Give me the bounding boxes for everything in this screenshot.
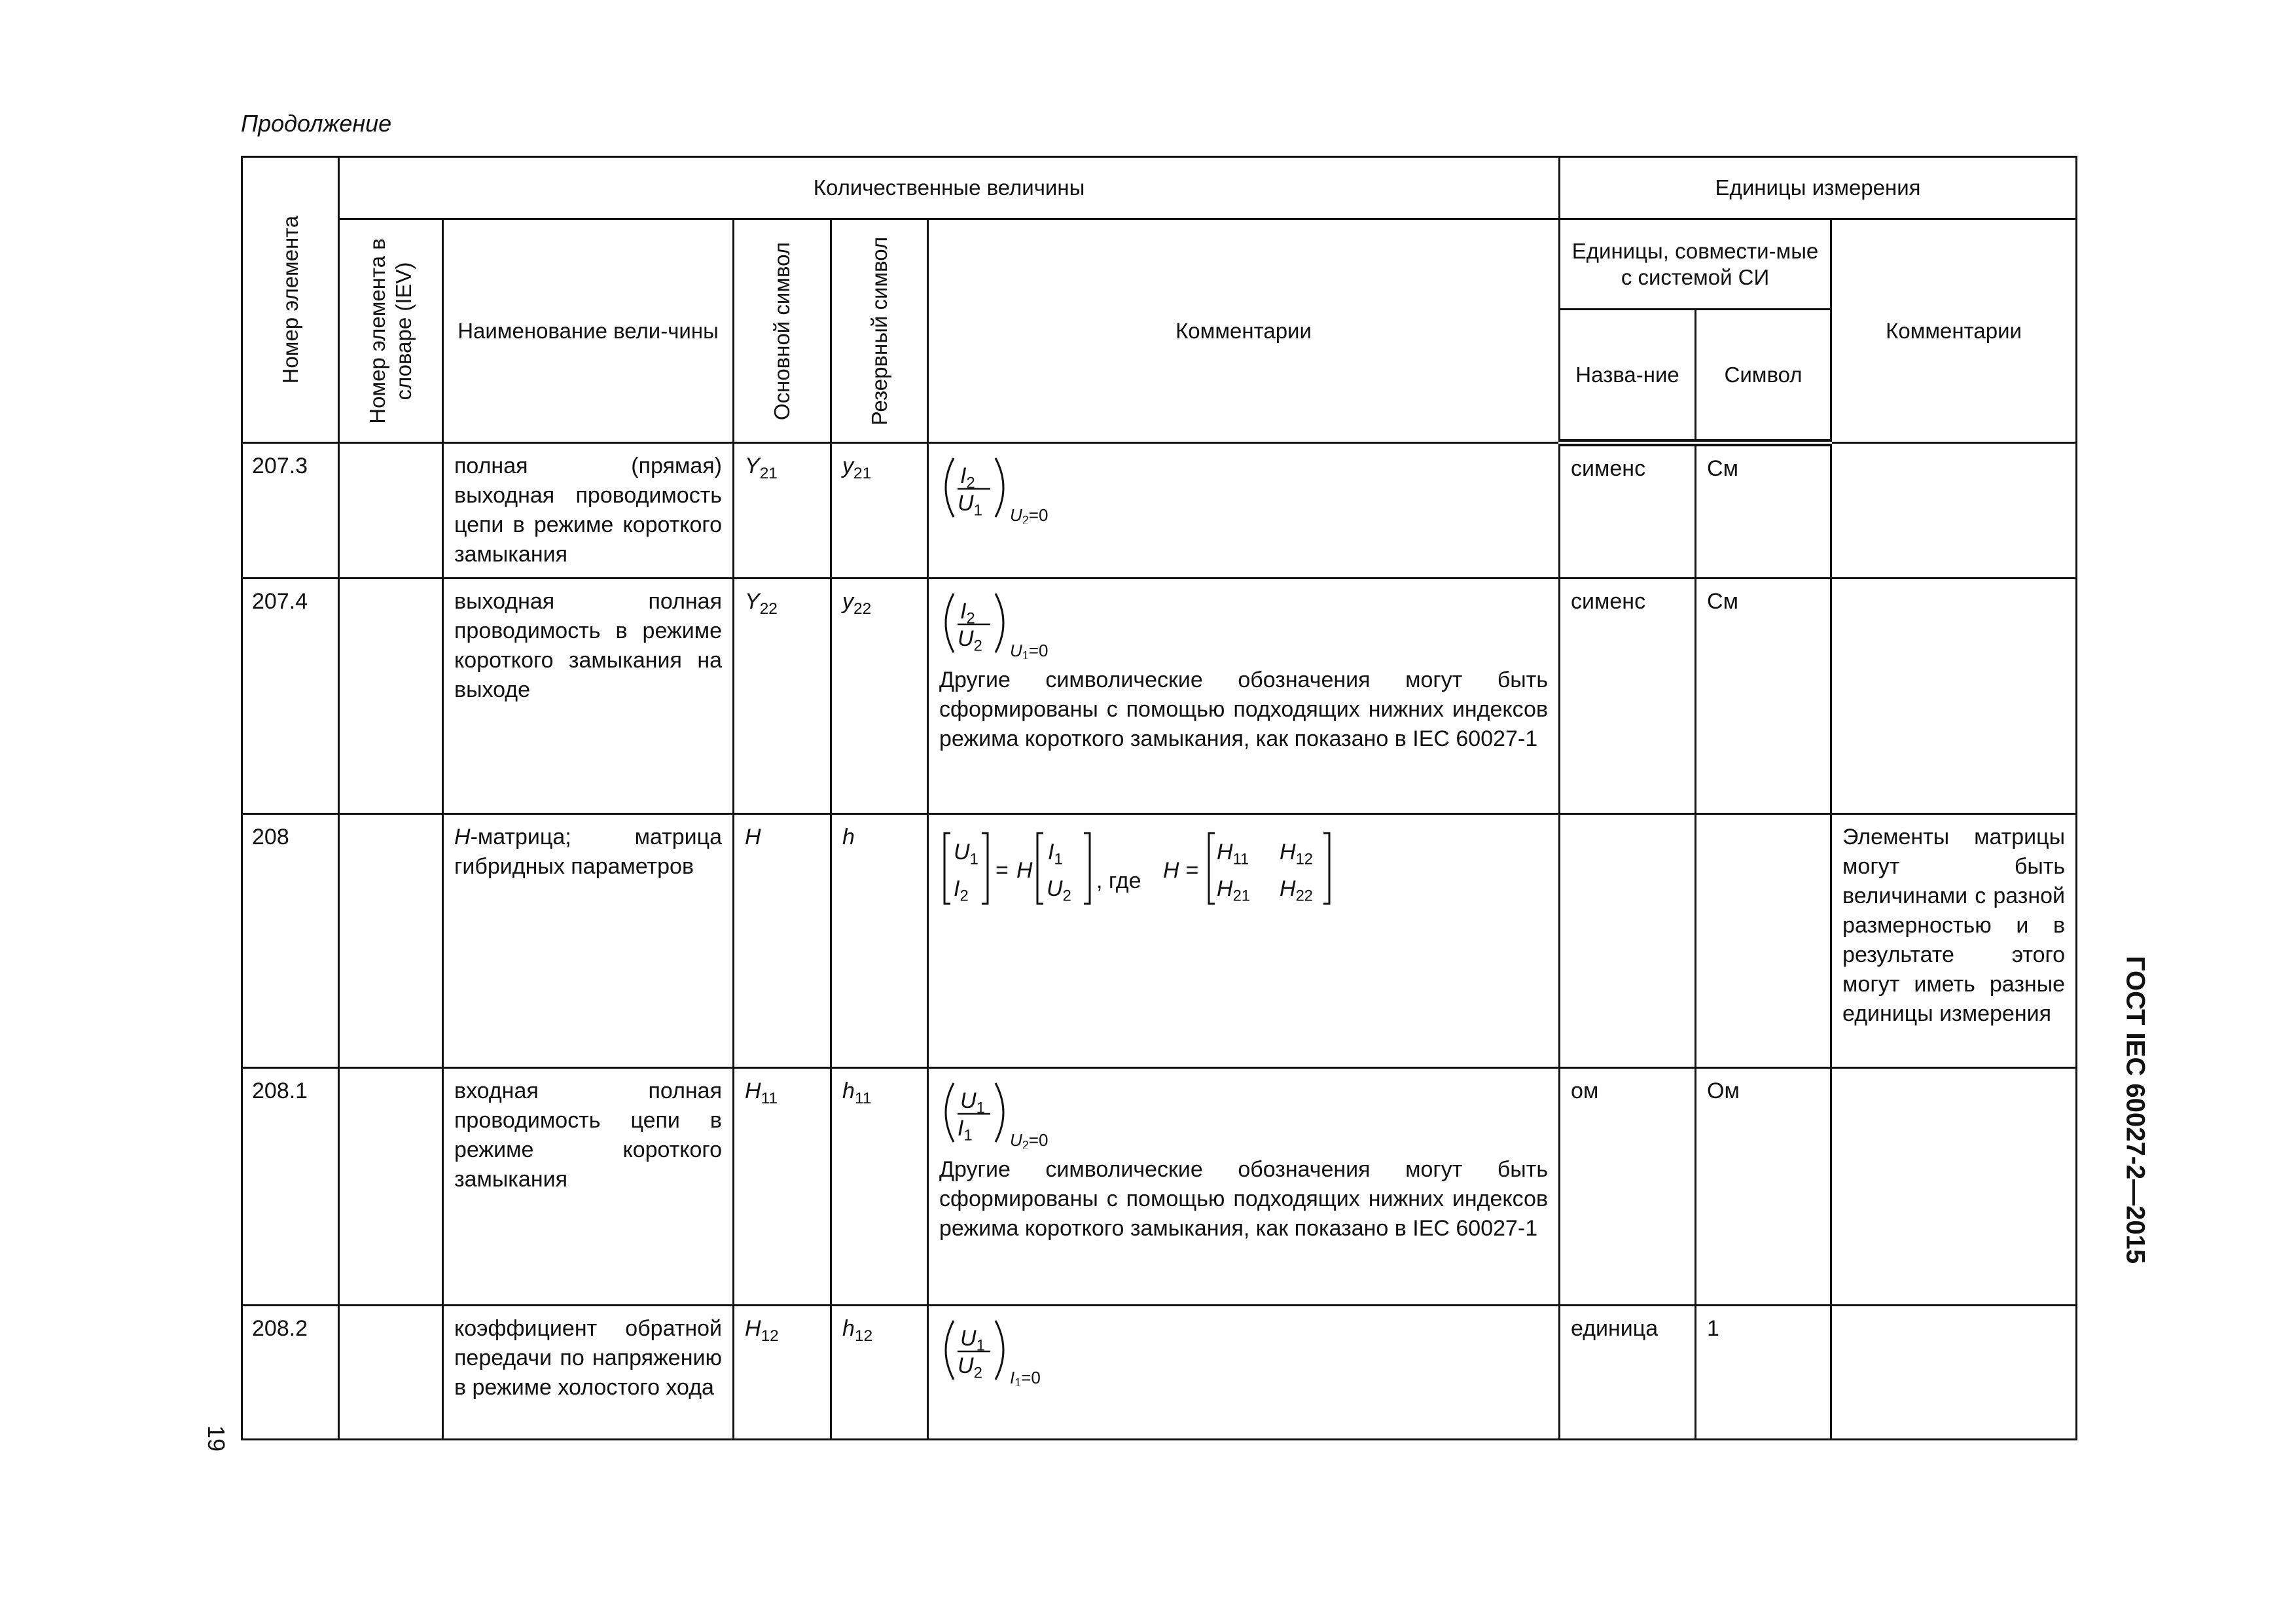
iev-number [339, 443, 443, 579]
table-row [242, 1068, 2077, 1306]
header-base-symbol: Основной символ [734, 219, 831, 443]
unit-comment [1831, 1306, 2077, 1440]
iev-number [339, 814, 443, 1068]
matrix-formula [939, 823, 1358, 908]
header-unit-name: Назва-ние [1560, 310, 1696, 443]
base-symbol: $H_{11}$ [734, 1068, 831, 1306]
comment-note: Другие символические обозначения могут быть сформированы с помощью подходящих нижних индексов режима короткого замыкания, как показано в IEC 60027-1 [939, 1157, 1549, 1241]
fraction-denominator: $I_1$ [958, 1116, 973, 1145]
table-row [242, 579, 2077, 814]
unit-comment [1831, 1068, 2077, 1306]
item-number: 208.1 [242, 1068, 339, 1306]
unit-symbol: 1 [1696, 1306, 1831, 1440]
reserve-symbol: $y_{21}$ [831, 443, 928, 579]
unit-name: сименс [1560, 443, 1696, 579]
table-body [242, 443, 2077, 1440]
unit-symbol [1696, 814, 1831, 1068]
fraction-formula [939, 1077, 1070, 1149]
header-quantities: Количественные величины [339, 157, 1560, 219]
fraction-condition: U2=0 [1010, 505, 1049, 524]
matrix-rhs-bottom: $U_2$ [1047, 876, 1071, 905]
header-si-units: Единицы, совмести-мые с системой СИ [1560, 219, 1831, 310]
header-comments: Комментарии [928, 219, 1560, 443]
unit-symbol: Ом [1696, 1068, 1831, 1306]
fraction-numerator: $I_2$ [960, 463, 975, 492]
table-row [242, 1306, 2077, 1440]
quantity-name: H-матрица; матрица гибридных параметров [443, 814, 734, 1068]
fraction-condition: I1=0 [1010, 1368, 1041, 1386]
fraction-numerator: $U_1$ [960, 1326, 985, 1355]
base-symbol: $H_{12}$ [734, 1306, 831, 1440]
matrix-equals: = [996, 858, 1009, 883]
iev-number [339, 1068, 443, 1306]
quantity-name: полная (прямая) выходная проводимость цепи в режиме короткого замыкания [443, 443, 734, 579]
iev-number [339, 1306, 443, 1440]
table-row [242, 814, 2077, 1068]
reserve-symbol: $h_{11}$ [831, 1068, 928, 1306]
unit-symbol: См [1696, 443, 1831, 579]
unit-symbol: См [1696, 579, 1831, 814]
fraction-formula [939, 1314, 1070, 1386]
continuation-label: Продолжение [241, 110, 392, 137]
base-symbol: $Y_{22}$ [734, 579, 831, 814]
unit-name: сименс [1560, 579, 1696, 814]
fraction-condition: U1=0 [1010, 641, 1049, 659]
matrix-lhs-top: $U_1$ [954, 840, 978, 868]
item-number: 208 [242, 814, 339, 1068]
base-symbol: H [734, 814, 831, 1068]
matrix-entry: $H_{11}$ [1217, 840, 1249, 868]
fraction-condition: U2=0 [1010, 1130, 1049, 1149]
unit-comment: Элементы матрицы могут быть величинами с разной размерностью и в результате этого могут иметь разные единицы измерения [1831, 814, 2077, 1068]
matrix-lhs-bottom: $I_2$ [954, 876, 969, 905]
base-symbol: $Y_{21}$ [734, 443, 831, 579]
unit-comment [1831, 443, 2077, 579]
comment-note: Другие символические обозначения могут быть сформированы с помощью подходящих нижних индексов режима короткого замыкания, как показано в IEC 60027-1 [939, 668, 1549, 751]
unit-comment [1831, 579, 2077, 814]
reserve-symbol: $h_{12}$ [831, 1306, 928, 1440]
reserve-symbol: h [831, 814, 928, 1068]
matrix-entry: $H_{22}$ [1280, 876, 1314, 905]
quantity-comment [928, 1306, 1560, 1440]
table-row [242, 443, 2077, 579]
fraction-denominator: $U_2$ [958, 1353, 982, 1382]
matrix-entry: $H_{12}$ [1280, 840, 1314, 868]
header-quantity-name: Наименование вели-чины [443, 219, 734, 443]
unit-name: ом [1560, 1068, 1696, 1306]
matrix-coefficient: H [1016, 858, 1033, 883]
quantity-comment [928, 814, 1560, 1068]
item-number: 208.2 [242, 1306, 339, 1440]
fraction-denominator: $U_1$ [958, 491, 982, 520]
page-number: 19 [203, 1425, 230, 1452]
item-number: 207.4 [242, 579, 339, 814]
fraction-formula [939, 587, 1070, 659]
header-units: Единицы измерения [1560, 157, 2077, 219]
quantity-name: выходная полная проводимость в режиме короткого замыкания на выходе [443, 579, 734, 814]
quantity-name: входная полная проводимость цепи в режиме короткого замыкания [443, 1068, 734, 1306]
header-iev-number: Номер элемента в словаре (IEV) [339, 219, 443, 443]
quantity-comment [928, 443, 1560, 579]
item-number: 207.3 [242, 443, 339, 579]
matrix-rhs-top: $I_1$ [1048, 840, 1063, 868]
table-header [242, 157, 2077, 443]
fraction-formula [939, 452, 1070, 524]
iev-number [339, 579, 443, 814]
fraction-numerator: $U_1$ [960, 1088, 985, 1117]
fraction-denominator: $U_2$ [958, 626, 982, 655]
header-reserve-symbol: Резервный символ [831, 219, 928, 443]
unit-name [1560, 814, 1696, 1068]
fraction-numerator: $I_2$ [960, 599, 975, 628]
unit-name: единица [1560, 1306, 1696, 1440]
quantity-comment [928, 1068, 1560, 1306]
matrix-definition-lhs: H = [1163, 858, 1198, 883]
matrix-entry: $H_{21}$ [1217, 876, 1251, 905]
quantity-name: коэффициент обратной передачи по напряжению в режиме холостого хода [443, 1306, 734, 1440]
header-item-number: Номер элемента [242, 157, 339, 443]
quantity-comment [928, 579, 1560, 814]
reserve-symbol: $y_{22}$ [831, 579, 928, 814]
header-unit-comments: Комментарии [1831, 219, 2077, 443]
matrix-where: , где [1096, 868, 1141, 893]
header-unit-symbol: Символ [1696, 310, 1831, 443]
quantities-table [241, 156, 2077, 1440]
